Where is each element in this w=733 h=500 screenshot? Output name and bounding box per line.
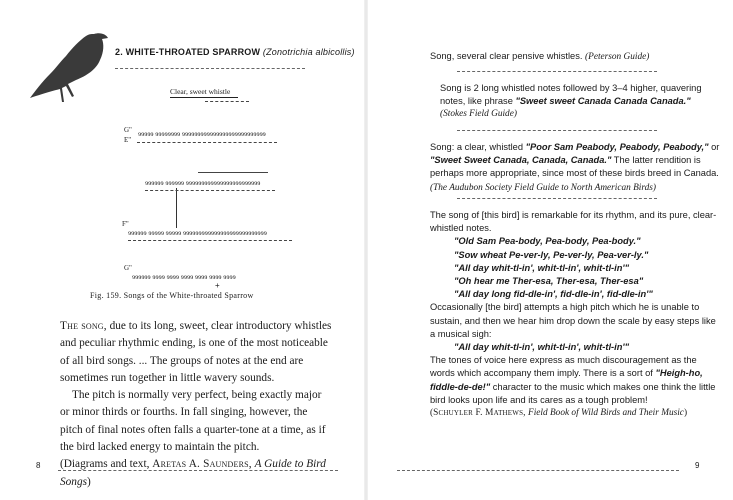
peterson-entry: Song, several clear pensive whistles. (Peterson Guide) xyxy=(430,51,650,62)
mathews-entry: The song of [this bird] is remarkable for its rhythm, and its pure, clear-whistled notes. "Old Sam Pea-body, Pea-body, Pea-body." "Sow wheat Pe-ver-ly, Pe-ver-ly, Pea-ver-ly." "All day whit-tl-in', whit-tl-in', whit-tl-in'" "Oh hear me Ther-esa, Ther-esa, Ther-esa" "All day long fid-dle-in', fid-dle-in', fid-dle-in'" Occasionally [the bird] attempts a high pitch which he is unable to sustain, and then we hear him drop down the scale by easy steps like a musical sigh: "All day whit-tl-in', whit-tl-in', whit-tl-in'" The tones of voice here express as much discouragement as the words which accompany them imply. There is a sort of "Heigh-ho, fiddle-de-de!" character to the music which makes one think the little bird looks upon life and its cares as a tough problem! (Schuyler F. Mathews, Field Book of Wild Birds and Their Music) xyxy=(430,210,717,419)
stokes-entry: Song is 2 long whistled notes followed by 3–4 higher, quavering notes, like phrase "Sweet sweet Canada Canada Canada." (Stokes Field Guide) xyxy=(440,83,702,120)
right-page xyxy=(367,0,733,500)
figure-caption: Fig. 159. Songs of the White-throated Sparrow xyxy=(90,291,254,300)
notation-row-4: ɘɘɘɘɘɘ ɘɘɘɘ ɘɘɘɘ ɘɘɘɘ ɘɘɘɘ ɘɘɘɘ ɘɘɘɘ xyxy=(132,273,236,281)
page-number-left: 8 xyxy=(36,461,41,470)
left-page: 2. WHITE-THROATED SPARROW (Zonotrichia albicollis) Clear, sweet whistle G" E" ɘɘɘɘɘ ɘɘɘɘɘɘɘɘ ɘɘɘɘɘɘɘɘɘɘɘɘɘɘɘɘɘɘɘɘɘɘɘɘɘɘɘ ɘɘɘɘɘɘ ɘɘɘɘɘɘ ɘɘɘɘɘɘɘɘɘɘɘɘɘɘɘɘɘɘɘɘɘɘɘɘ F" ɘɘɘɘɘɘ ɘɘɘɘɘ ɘɘɘɘɘ ɘɘɘɘɘɘɘɘɘɘɘɘɘɘɘɘɘɘɘɘɘɘɘɘɘɘɘ G" ɘɘɘɘɘɘ ɘɘɘɘ ɘɘɘɘ ɘɘɘɘ ɘɘɘɘ ɘɘɘɘ ɘɘɘɘ + Fig. 159. Songs of the White-throated Sparrow The song, due to its long, sweet, clear introductory whistles and peculiar rhythmic ending, is one of the most noticeable of all bird songs. ... The groups of notes at the end are sometimes run together in little wavery sounds. The pitch is normally very perfect, being exactly major or minor thirds or fourths. In fall singing, however, the pitch of final notes often falls a quarter-tone at a time, as if the bird lacked energy to maintain the pitch. (Diagrams and text, Aretas A. Saunders, A Guide to Bird Songs) 8 xyxy=(0,0,366,500)
notation-row-3: ɘɘɘɘɘɘ ɘɘɘɘɘ ɘɘɘɘɘ ɘɘɘɘɘɘɘɘɘɘɘɘɘɘɘɘɘɘɘɘɘɘɘɘɘɘɘ xyxy=(128,229,267,237)
sparrow-silhouette-icon xyxy=(28,26,110,108)
audubon-entry: Song: a clear, whistled "Poor Sam Peabody, Peabody, Peabody," or "Sweet Sweet Canada, Canada, Canada." The latter rendition is perhaps more appropriate, since most of these birds breed in Canada. (The Audubon Society Field Guide to North American Birds) xyxy=(430,142,720,193)
section-heading: 2. WHITE-THROATED SPARROW (Zonotrichia albicollis) xyxy=(115,47,355,57)
notation-row-1: ɘɘɘɘɘ ɘɘɘɘɘɘɘɘ ɘɘɘɘɘɘɘɘɘɘɘɘɘɘɘɘɘɘɘɘɘɘɘɘɘɘɘ xyxy=(138,130,266,138)
notation-row-2: ɘɘɘɘɘɘ ɘɘɘɘɘɘ ɘɘɘɘɘɘɘɘɘɘɘɘɘɘɘɘɘɘɘɘɘɘɘɘ xyxy=(145,179,261,187)
left-body-text: The song, due to its long, sweet, clear introductory whistles and peculiar rhythmic ending, is one of the most noticeable of all bird songs. ... The groups of notes at the end are sometimes run together in little wavery sounds. The pitch is normally very perfect, being exactly major or minor thirds or fourths. In fall singing, however, the pitch of final notes often falls a quarter-tone at a time, as if the bird lacked energy to maintain the pitch. (Diagrams and text, Aretas A. Saunders, A Guide to Bird Songs) xyxy=(60,320,332,488)
page-number-right: 9 xyxy=(695,461,700,470)
song-label: Clear, sweet whistle xyxy=(170,87,231,96)
